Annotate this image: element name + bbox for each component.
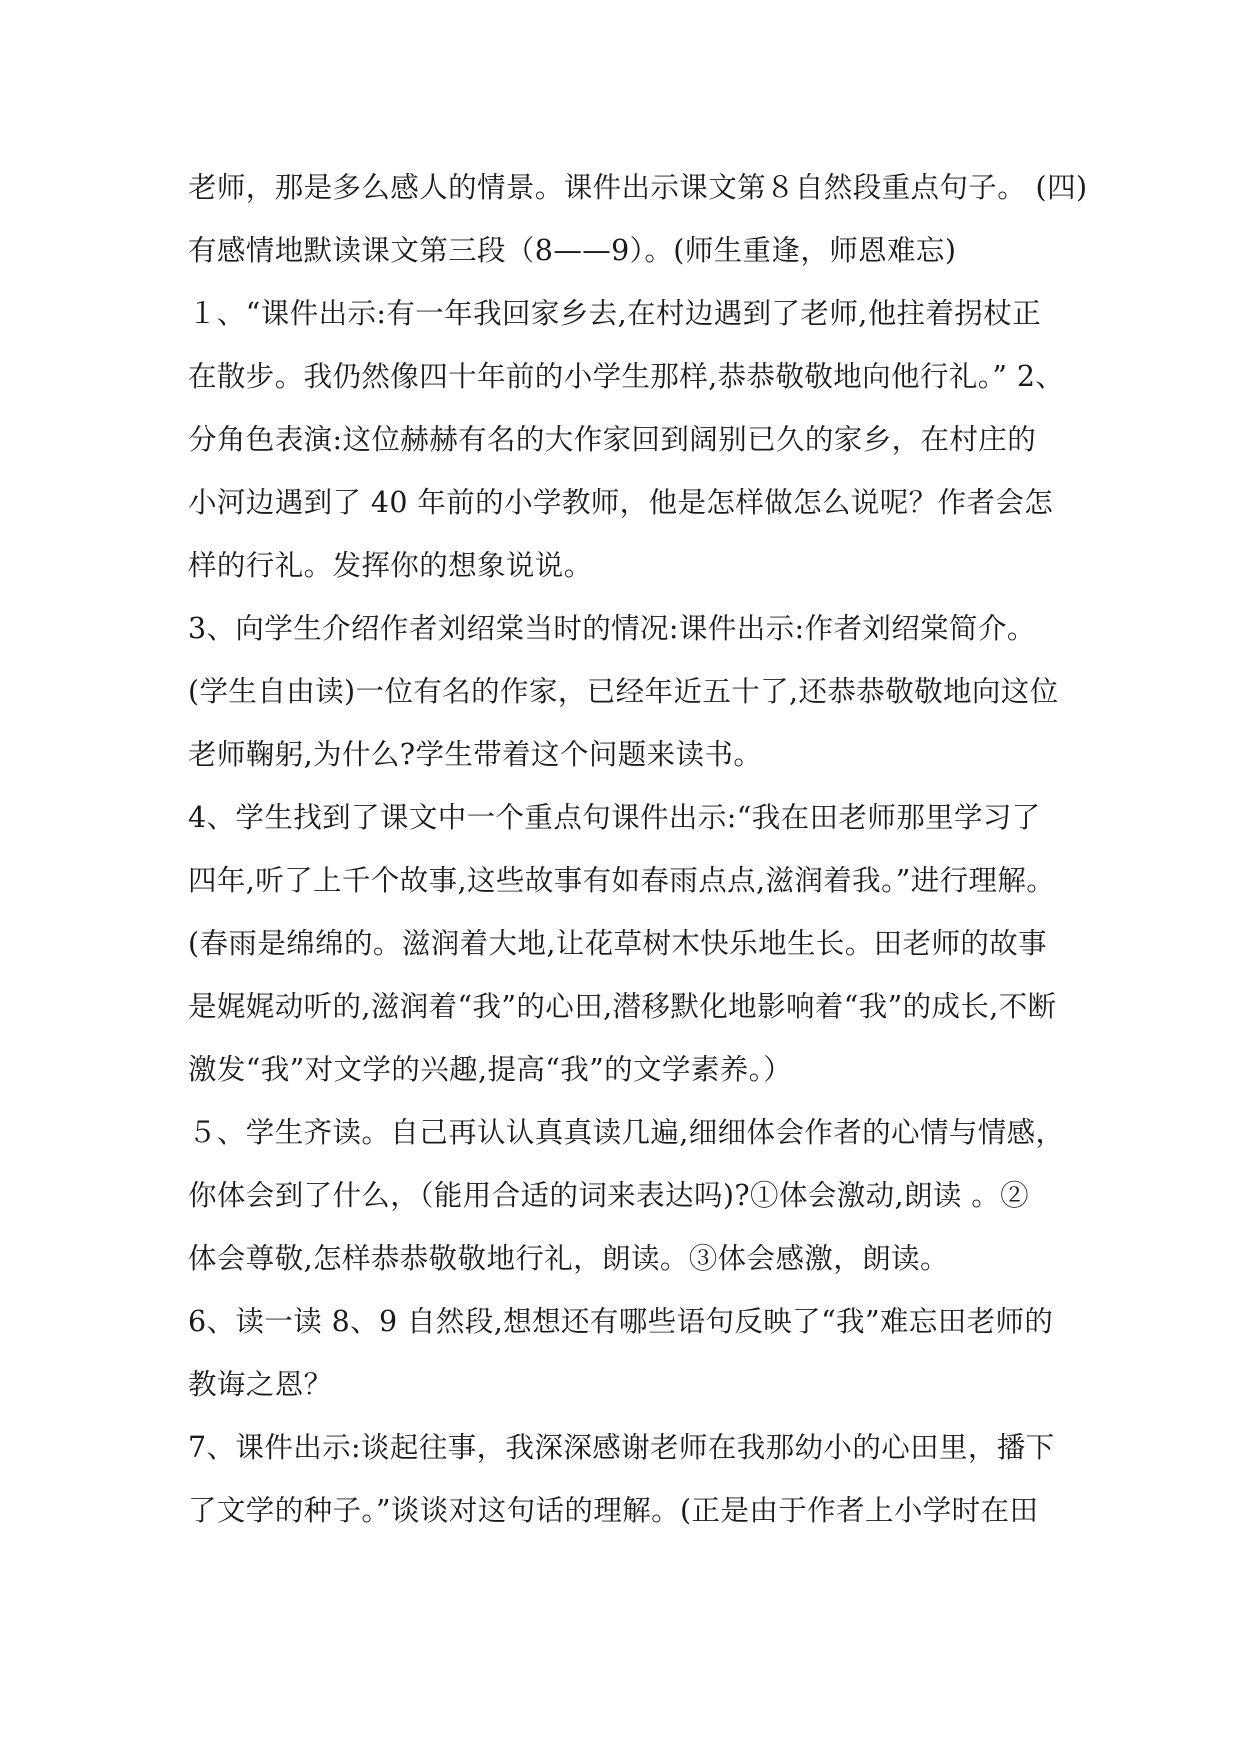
text-line: 了文学的种子。”谈谈对这句话的理解。(正是由于作者上小学时在田: [188, 1494, 1039, 1527]
text-line: 6、读一读 8、9 自然段,想想还有哪些语句反映了“我”难忘田老师的: [188, 1305, 1054, 1338]
text-line: 分角色表演:这位赫赫有名的大作家回到阔别已久的家乡，在村庄的: [188, 423, 1037, 456]
text-line: 有感情地默读课文第三段（8——9）。(师生重逢，师恩难忘): [188, 234, 957, 267]
text-line: 激发“我”对文学的兴趣,提高“我”的文学素养。）: [188, 1053, 793, 1086]
text-line: (春雨是绵绵的。滋润着大地,让花草树木快乐地生长。田老师的故事: [188, 927, 1048, 960]
text-line: 四年,听了上千个故事,这些故事有如春雨点点,滋润着我。”进行理解。: [188, 864, 1056, 897]
text-line: 4、学生找到了课文中一个重点句课件出示:“我在田老师那里学习了: [188, 801, 1041, 834]
text-line: 老师，那是多么感人的情景。课件出示课文第８自然段重点句子。 (四): [188, 171, 1088, 204]
text-line: 体会尊敬,怎样恭恭敬敬地行礼，朗读。③体会感激，朗读。: [188, 1242, 949, 1275]
text-line: 是娓娓动听的,滋润着“我”的心田,潜移默化地影响着“我”的成长,不断: [188, 990, 1057, 1023]
text-line: 3、向学生介绍作者刘绍棠当时的情况:课件出示:作者刘绍棠简介。: [188, 612, 1036, 645]
text-line: 在散步。我仍然像四十年前的小学生那样,恭恭敬敬地向他行礼。” 2、: [188, 360, 1065, 393]
text-line: 老师鞠躬,为什么?学生带着这个问题来读书。: [188, 738, 763, 771]
text-line: 样的行礼。发挥你的想象说说。: [188, 549, 593, 582]
text-line: 你体会到了什么，（能用合适的词来表达吗)?①体会激动,朗读 。②: [188, 1179, 1030, 1212]
text-line: ５、学生齐读。自己再认认真真读几遍,细细体会作者的心情与情感，: [188, 1116, 1065, 1149]
text-line: １、“课件出示:有一年我回家乡去,在村边遇到了老师,他拄着拐杖正: [188, 297, 1042, 330]
text-line: 小河边遇到了 40 年前的小学教师，他是怎样做怎么说呢？作者会怎: [188, 486, 1054, 519]
text-line: 教诲之恩？: [188, 1368, 333, 1401]
document-body: [188, 156, 1088, 1542]
text-line: 7、课件出示:谈起往事，我深深感谢老师在我那幼小的心田里，播下: [188, 1431, 1055, 1464]
text-line: (学生自由读)一位有名的作家，已经年近五十了,还恭恭敬敬地向这位: [188, 675, 1059, 708]
